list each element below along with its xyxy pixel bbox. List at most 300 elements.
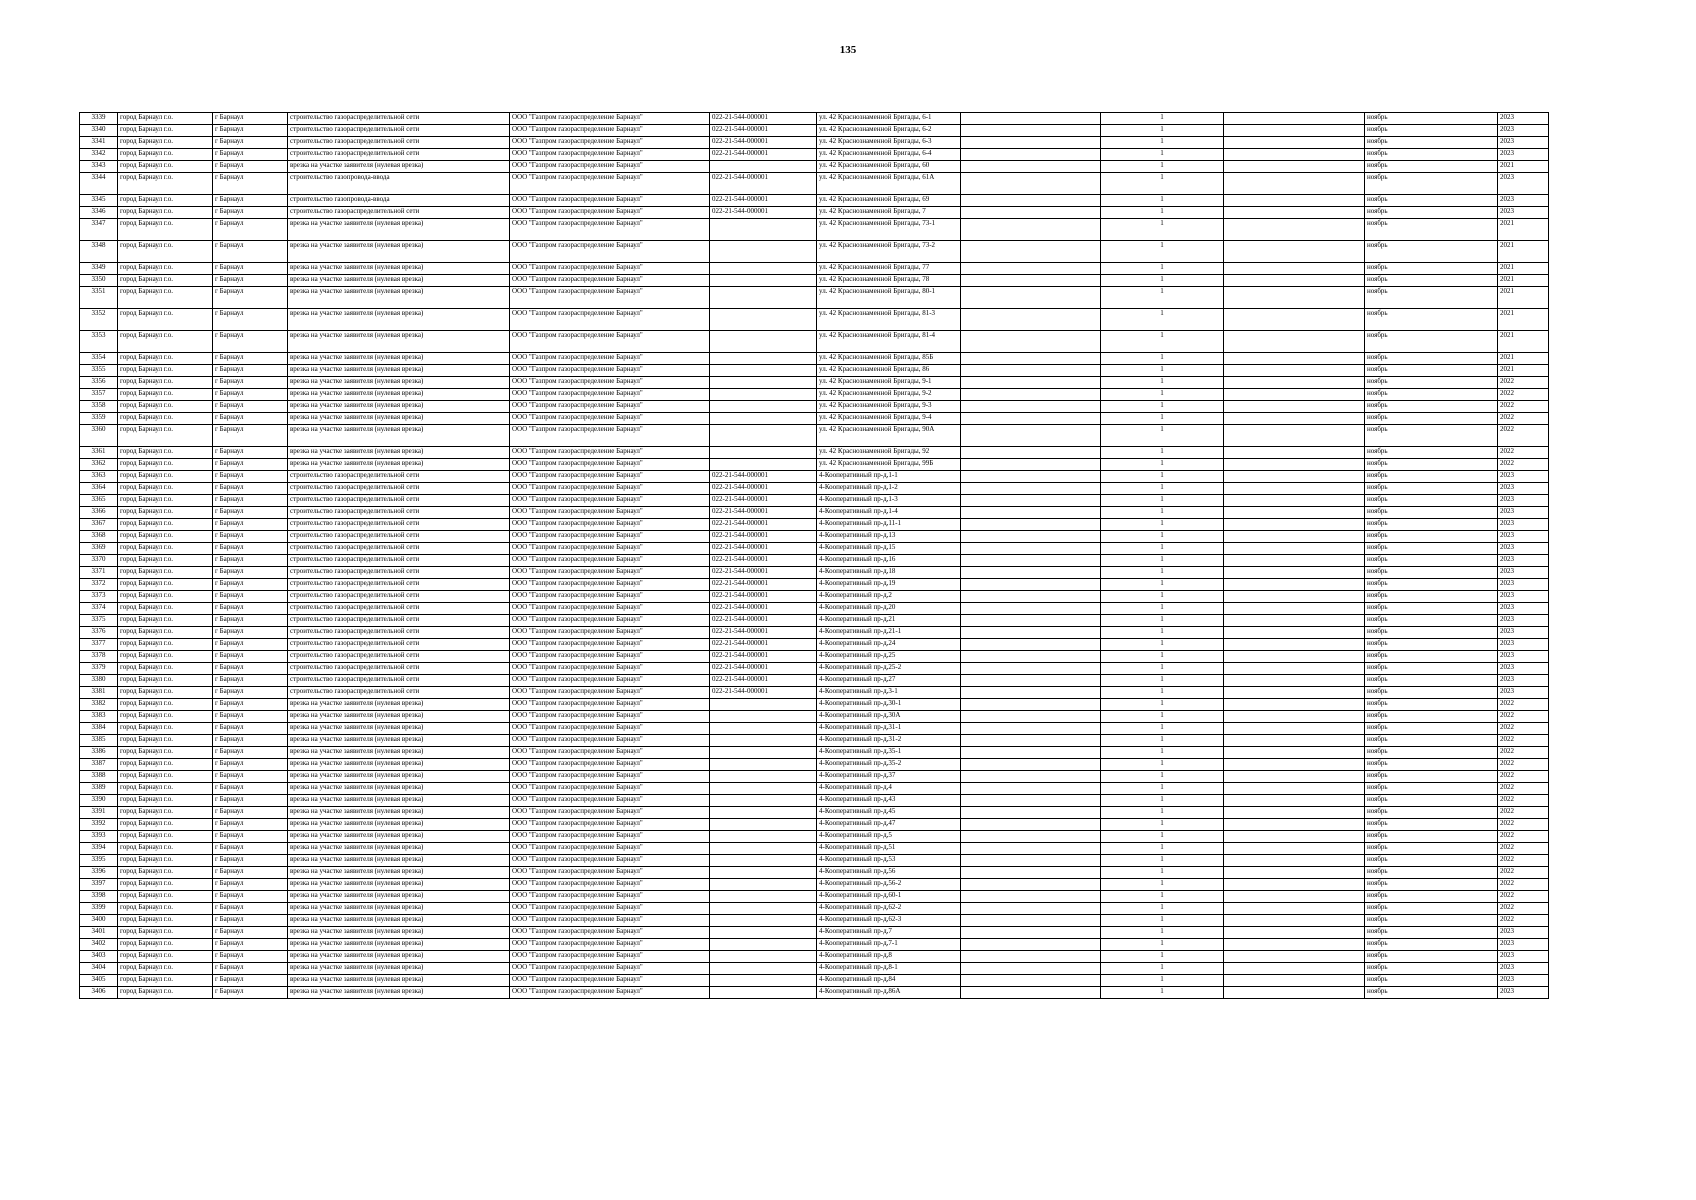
year-cell: 2022 xyxy=(1498,759,1549,771)
address-cell: ул. 42 Краснознаменной Бригады, 9-4 xyxy=(817,413,961,425)
quantity-cell: 1 xyxy=(1101,137,1224,149)
empty-cell xyxy=(961,759,1101,771)
empty-cell xyxy=(1224,891,1365,903)
address-cell: 4-Кооперативный пр-д,2 xyxy=(817,591,961,603)
empty-cell xyxy=(1224,365,1365,377)
organization-cell: ООО "Газпром газораспределение Барнаул" xyxy=(510,687,710,699)
locality-cell: г Барнаул xyxy=(213,567,288,579)
empty-cell xyxy=(961,831,1101,843)
organization-cell: ООО "Газпром газораспределение Барнаул" xyxy=(510,603,710,615)
work-type-cell: врезка на участке заявителя (нулевая врезка) xyxy=(288,855,510,867)
municipality-cell: город Барнаул г.о. xyxy=(118,735,213,747)
program-code-cell xyxy=(710,263,817,275)
quantity-cell: 1 xyxy=(1101,891,1224,903)
row-number: 3395 xyxy=(80,855,118,867)
organization-cell: ООО "Газпром газораспределение Барнаул" xyxy=(510,471,710,483)
quantity-cell: 1 xyxy=(1101,365,1224,377)
quantity-cell: 1 xyxy=(1101,675,1224,687)
municipality-cell: город Барнаул г.о. xyxy=(118,603,213,615)
locality-cell: г Барнаул xyxy=(213,807,288,819)
program-code-cell xyxy=(710,975,817,987)
municipality-cell: город Барнаул г.о. xyxy=(118,807,213,819)
work-type-cell: строительство газораспределительной сети xyxy=(288,149,510,161)
month-cell: ноябрь xyxy=(1365,735,1498,747)
table-row xyxy=(80,459,1549,471)
program-code-cell xyxy=(710,287,817,309)
row-number: 3349 xyxy=(80,263,118,275)
program-code-cell xyxy=(710,275,817,287)
locality-cell: г Барнаул xyxy=(213,939,288,951)
program-code-cell xyxy=(710,987,817,999)
locality-cell: г Барнаул xyxy=(213,699,288,711)
address-cell: 4-Кооперативный пр-д,21-1 xyxy=(817,627,961,639)
municipality-cell: город Барнаул г.о. xyxy=(118,687,213,699)
address-cell: 4-Кооперативный пр-д,15 xyxy=(817,543,961,555)
row-number: 3366 xyxy=(80,507,118,519)
empty-cell xyxy=(1224,747,1365,759)
work-type-cell: строительство газораспределительной сети xyxy=(288,615,510,627)
empty-cell xyxy=(961,263,1101,275)
empty-cell xyxy=(961,125,1101,137)
month-cell: ноябрь xyxy=(1365,687,1498,699)
empty-cell xyxy=(961,795,1101,807)
empty-cell xyxy=(961,651,1101,663)
row-number: 3351 xyxy=(80,287,118,309)
year-cell: 2023 xyxy=(1498,591,1549,603)
table-row xyxy=(80,627,1549,639)
municipality-cell: город Барнаул г.о. xyxy=(118,425,213,447)
municipality-cell: город Барнаул г.о. xyxy=(118,353,213,365)
row-number: 3357 xyxy=(80,389,118,401)
program-code-cell: 022-21-544-000001 xyxy=(710,149,817,161)
year-cell: 2023 xyxy=(1498,125,1549,137)
empty-cell xyxy=(1224,759,1365,771)
work-type-cell: врезка на участке заявителя (нулевая врезка) xyxy=(288,365,510,377)
work-type-cell: врезка на участке заявителя (нулевая врезка) xyxy=(288,161,510,173)
row-number: 3388 xyxy=(80,771,118,783)
work-type-cell: врезка на участке заявителя (нулевая врезка) xyxy=(288,975,510,987)
year-cell: 2023 xyxy=(1498,627,1549,639)
empty-cell xyxy=(961,675,1101,687)
empty-cell xyxy=(1224,735,1365,747)
row-number: 3340 xyxy=(80,125,118,137)
empty-cell xyxy=(961,699,1101,711)
empty-cell xyxy=(1224,263,1365,275)
address-cell: 4-Кооперативный пр-д,45 xyxy=(817,807,961,819)
empty-cell xyxy=(961,195,1101,207)
organization-cell: ООО "Газпром газораспределение Барнаул" xyxy=(510,867,710,879)
month-cell: ноябрь xyxy=(1365,795,1498,807)
year-cell: 2023 xyxy=(1498,939,1549,951)
table-row xyxy=(80,579,1549,591)
month-cell: ноябрь xyxy=(1365,987,1498,999)
address-cell: 4-Кооперативный пр-д,18 xyxy=(817,567,961,579)
empty-cell xyxy=(961,927,1101,939)
program-code-cell xyxy=(710,819,817,831)
month-cell: ноябрь xyxy=(1365,263,1498,275)
table-row xyxy=(80,113,1549,125)
program-code-cell: 022-21-544-000001 xyxy=(710,579,817,591)
work-type-cell: врезка на участке заявителя (нулевая врезка) xyxy=(288,867,510,879)
municipality-cell: город Барнаул г.о. xyxy=(118,855,213,867)
empty-cell xyxy=(961,519,1101,531)
empty-cell xyxy=(1224,651,1365,663)
table-row xyxy=(80,137,1549,149)
row-number: 3383 xyxy=(80,711,118,723)
address-cell: ул. 42 Краснознаменной Бригады, 90А xyxy=(817,425,961,447)
row-number: 3368 xyxy=(80,531,118,543)
empty-cell xyxy=(1224,401,1365,413)
table-row xyxy=(80,879,1549,891)
quantity-cell: 1 xyxy=(1101,843,1224,855)
quantity-cell: 1 xyxy=(1101,759,1224,771)
empty-cell xyxy=(961,891,1101,903)
month-cell: ноябрь xyxy=(1365,353,1498,365)
quantity-cell: 1 xyxy=(1101,903,1224,915)
locality-cell: г Барнаул xyxy=(213,927,288,939)
address-cell: 4-Кооперативный пр-д,1-4 xyxy=(817,507,961,519)
empty-cell xyxy=(1224,795,1365,807)
table-row xyxy=(80,987,1549,999)
empty-cell xyxy=(1224,699,1365,711)
row-number: 3392 xyxy=(80,819,118,831)
address-cell: ул. 42 Краснознаменной Бригады, 99Б xyxy=(817,459,961,471)
quantity-cell: 1 xyxy=(1101,125,1224,137)
empty-cell xyxy=(1224,951,1365,963)
locality-cell: г Барнаул xyxy=(213,413,288,425)
address-cell: ул. 42 Краснознаменной Бригады, 9-2 xyxy=(817,389,961,401)
month-cell: ноябрь xyxy=(1365,843,1498,855)
year-cell: 2022 xyxy=(1498,879,1549,891)
quantity-cell: 1 xyxy=(1101,241,1224,263)
empty-cell xyxy=(961,783,1101,795)
quantity-cell: 1 xyxy=(1101,471,1224,483)
municipality-cell: город Барнаул г.о. xyxy=(118,275,213,287)
quantity-cell: 1 xyxy=(1101,507,1224,519)
empty-cell xyxy=(961,459,1101,471)
year-cell: 2023 xyxy=(1498,603,1549,615)
address-cell: 4-Кооперативный пр-д,7-1 xyxy=(817,939,961,951)
quantity-cell: 1 xyxy=(1101,555,1224,567)
quantity-cell: 1 xyxy=(1101,459,1224,471)
month-cell: ноябрь xyxy=(1365,173,1498,195)
municipality-cell: город Барнаул г.о. xyxy=(118,377,213,389)
work-type-cell: врезка на участке заявителя (нулевая врезка) xyxy=(288,389,510,401)
table-row xyxy=(80,831,1549,843)
table-row xyxy=(80,567,1549,579)
municipality-cell: город Барнаул г.о. xyxy=(118,365,213,377)
year-cell: 2023 xyxy=(1498,173,1549,195)
municipality-cell: город Барнаул г.о. xyxy=(118,149,213,161)
locality-cell: г Барнаул xyxy=(213,173,288,195)
table-row xyxy=(80,675,1549,687)
program-code-cell xyxy=(710,425,817,447)
organization-cell: ООО "Газпром газораспределение Барнаул" xyxy=(510,663,710,675)
work-type-cell: строительство газораспределительной сети xyxy=(288,651,510,663)
address-cell: 4-Кооперативный пр-д,19 xyxy=(817,579,961,591)
locality-cell: г Барнаул xyxy=(213,219,288,241)
month-cell: ноябрь xyxy=(1365,663,1498,675)
program-code-cell xyxy=(710,807,817,819)
month-cell: ноябрь xyxy=(1365,627,1498,639)
quantity-cell: 1 xyxy=(1101,615,1224,627)
municipality-cell: город Барнаул г.о. xyxy=(118,287,213,309)
row-number: 3339 xyxy=(80,113,118,125)
month-cell: ноябрь xyxy=(1365,309,1498,331)
program-code-cell: 022-21-544-000001 xyxy=(710,687,817,699)
table-row xyxy=(80,807,1549,819)
year-cell: 2023 xyxy=(1498,207,1549,219)
table-row xyxy=(80,747,1549,759)
month-cell: ноябрь xyxy=(1365,759,1498,771)
work-type-cell: строительство газораспределительной сети xyxy=(288,663,510,675)
year-cell: 2023 xyxy=(1498,687,1549,699)
locality-cell: г Барнаул xyxy=(213,401,288,413)
locality-cell: г Барнаул xyxy=(213,447,288,459)
municipality-cell: город Барнаул г.о. xyxy=(118,639,213,651)
program-code-cell xyxy=(710,855,817,867)
year-cell: 2023 xyxy=(1498,567,1549,579)
empty-cell xyxy=(1224,219,1365,241)
month-cell: ноябрь xyxy=(1365,807,1498,819)
empty-cell xyxy=(1224,413,1365,425)
empty-cell xyxy=(961,603,1101,615)
row-number: 3374 xyxy=(80,603,118,615)
empty-cell xyxy=(961,275,1101,287)
row-number: 3343 xyxy=(80,161,118,173)
municipality-cell: город Барнаул г.о. xyxy=(118,843,213,855)
year-cell: 2022 xyxy=(1498,843,1549,855)
locality-cell: г Барнаул xyxy=(213,531,288,543)
locality-cell: г Барнаул xyxy=(213,263,288,275)
table-row xyxy=(80,519,1549,531)
row-number: 3399 xyxy=(80,903,118,915)
empty-cell xyxy=(1224,377,1365,389)
year-cell: 2022 xyxy=(1498,699,1549,711)
empty-cell xyxy=(1224,819,1365,831)
month-cell: ноябрь xyxy=(1365,915,1498,927)
month-cell: ноябрь xyxy=(1365,555,1498,567)
empty-cell xyxy=(961,401,1101,413)
address-cell: ул. 42 Краснознаменной Бригады, 6-3 xyxy=(817,137,961,149)
program-code-cell: 022-21-544-000001 xyxy=(710,675,817,687)
municipality-cell: город Барнаул г.о. xyxy=(118,759,213,771)
quantity-cell: 1 xyxy=(1101,425,1224,447)
organization-cell: ООО "Газпром газораспределение Барнаул" xyxy=(510,963,710,975)
month-cell: ноябрь xyxy=(1365,531,1498,543)
empty-cell xyxy=(1224,579,1365,591)
empty-cell xyxy=(961,287,1101,309)
quantity-cell: 1 xyxy=(1101,963,1224,975)
work-type-cell: строительство газораспределительной сети xyxy=(288,639,510,651)
program-code-cell: 022-21-544-000001 xyxy=(710,591,817,603)
empty-cell xyxy=(961,867,1101,879)
year-cell: 2022 xyxy=(1498,783,1549,795)
program-code-cell xyxy=(710,891,817,903)
year-cell: 2021 xyxy=(1498,275,1549,287)
month-cell: ноябрь xyxy=(1365,207,1498,219)
work-type-cell: врезка на участке заявителя (нулевая врезка) xyxy=(288,759,510,771)
quantity-cell: 1 xyxy=(1101,927,1224,939)
address-cell: ул. 42 Краснознаменной Бригады, 77 xyxy=(817,263,961,275)
empty-cell xyxy=(1224,663,1365,675)
locality-cell: г Барнаул xyxy=(213,543,288,555)
work-type-cell: врезка на участке заявителя (нулевая врезка) xyxy=(288,447,510,459)
program-code-cell xyxy=(710,241,817,263)
locality-cell: г Барнаул xyxy=(213,275,288,287)
address-cell: 4-Кооперативный пр-д,4 xyxy=(817,783,961,795)
table-row xyxy=(80,413,1549,425)
municipality-cell: город Барнаул г.о. xyxy=(118,831,213,843)
address-cell: 4-Кооперативный пр-д,31-2 xyxy=(817,735,961,747)
work-type-cell: строительство газораспределительной сети xyxy=(288,555,510,567)
organization-cell: ООО "Газпром газораспределение Барнаул" xyxy=(510,699,710,711)
address-cell: 4-Кооперативный пр-д,16 xyxy=(817,555,961,567)
month-cell: ноябрь xyxy=(1365,161,1498,173)
table-row xyxy=(80,287,1549,309)
empty-cell xyxy=(1224,783,1365,795)
month-cell: ноябрь xyxy=(1365,519,1498,531)
program-code-cell xyxy=(710,389,817,401)
year-cell: 2022 xyxy=(1498,377,1549,389)
organization-cell: ООО "Газпром газораспределение Барнаул" xyxy=(510,651,710,663)
program-code-cell: 022-21-544-000001 xyxy=(710,555,817,567)
municipality-cell: город Барнаул г.о. xyxy=(118,675,213,687)
register-table xyxy=(79,112,1549,999)
work-type-cell: врезка на участке заявителя (нулевая врезка) xyxy=(288,903,510,915)
quantity-cell: 1 xyxy=(1101,771,1224,783)
month-cell: ноябрь xyxy=(1365,579,1498,591)
address-cell: 4-Кооперативный пр-д,31-1 xyxy=(817,723,961,735)
locality-cell: г Барнаул xyxy=(213,377,288,389)
address-cell: ул. 42 Краснознаменной Бригады, 6-4 xyxy=(817,149,961,161)
program-code-cell: 022-21-544-000001 xyxy=(710,471,817,483)
empty-cell xyxy=(961,879,1101,891)
empty-cell xyxy=(961,219,1101,241)
table-row xyxy=(80,471,1549,483)
year-cell: 2022 xyxy=(1498,819,1549,831)
empty-cell xyxy=(1224,591,1365,603)
table-row xyxy=(80,365,1549,377)
municipality-cell: город Барнаул г.о. xyxy=(118,903,213,915)
year-cell: 2022 xyxy=(1498,747,1549,759)
municipality-cell: город Барнаул г.о. xyxy=(118,241,213,263)
program-code-cell xyxy=(710,831,817,843)
locality-cell: г Барнаул xyxy=(213,615,288,627)
table-row xyxy=(80,125,1549,137)
organization-cell: ООО "Газпром газораспределение Барнаул" xyxy=(510,207,710,219)
empty-cell xyxy=(1224,195,1365,207)
program-code-cell: 022-21-544-000001 xyxy=(710,603,817,615)
row-number: 3355 xyxy=(80,365,118,377)
row-number: 3369 xyxy=(80,543,118,555)
locality-cell: г Барнаул xyxy=(213,651,288,663)
locality-cell: г Барнаул xyxy=(213,483,288,495)
table-row xyxy=(80,331,1549,353)
program-code-cell: 022-21-544-000001 xyxy=(710,207,817,219)
year-cell: 2022 xyxy=(1498,459,1549,471)
month-cell: ноябрь xyxy=(1365,939,1498,951)
organization-cell: ООО "Газпром газораспределение Барнаул" xyxy=(510,263,710,275)
municipality-cell: город Барнаул г.о. xyxy=(118,747,213,759)
row-number: 3361 xyxy=(80,447,118,459)
month-cell: ноябрь xyxy=(1365,903,1498,915)
empty-cell xyxy=(961,309,1101,331)
row-number: 3364 xyxy=(80,483,118,495)
quantity-cell: 1 xyxy=(1101,735,1224,747)
organization-cell: ООО "Газпром газораспределение Барнаул" xyxy=(510,219,710,241)
empty-cell xyxy=(961,975,1101,987)
work-type-cell: врезка на участке заявителя (нулевая врезка) xyxy=(288,783,510,795)
address-cell: ул. 42 Краснознаменной Бригады, 9-1 xyxy=(817,377,961,389)
row-number: 3341 xyxy=(80,137,118,149)
empty-cell xyxy=(1224,149,1365,161)
empty-cell xyxy=(1224,771,1365,783)
work-type-cell: строительство газораспределительной сети xyxy=(288,627,510,639)
work-type-cell: врезка на участке заявителя (нулевая врезка) xyxy=(288,377,510,389)
month-cell: ноябрь xyxy=(1365,951,1498,963)
address-cell: 4-Кооперативный пр-д,5 xyxy=(817,831,961,843)
program-code-cell xyxy=(710,377,817,389)
work-type-cell: врезка на участке заявителя (нулевая врезка) xyxy=(288,263,510,275)
year-cell: 2021 xyxy=(1498,365,1549,377)
empty-cell xyxy=(1224,389,1365,401)
address-cell: 4-Кооперативный пр-д,53 xyxy=(817,855,961,867)
row-number: 3401 xyxy=(80,927,118,939)
row-number: 3347 xyxy=(80,219,118,241)
municipality-cell: город Барнаул г.о. xyxy=(118,579,213,591)
organization-cell: ООО "Газпром газораспределение Барнаул" xyxy=(510,309,710,331)
organization-cell: ООО "Газпром газораспределение Барнаул" xyxy=(510,771,710,783)
organization-cell: ООО "Газпром газораспределение Барнаул" xyxy=(510,795,710,807)
empty-cell xyxy=(961,447,1101,459)
table-row xyxy=(80,591,1549,603)
row-number: 3398 xyxy=(80,891,118,903)
locality-cell: г Барнаул xyxy=(213,627,288,639)
quantity-cell: 1 xyxy=(1101,401,1224,413)
work-type-cell: строительство газораспределительной сети xyxy=(288,567,510,579)
work-type-cell: врезка на участке заявителя (нулевая врезка) xyxy=(288,987,510,999)
month-cell: ноябрь xyxy=(1365,219,1498,241)
row-number: 3384 xyxy=(80,723,118,735)
work-type-cell: строительство газопровода-ввода xyxy=(288,195,510,207)
work-type-cell: врезка на участке заявителя (нулевая врезка) xyxy=(288,401,510,413)
empty-cell xyxy=(961,353,1101,365)
empty-cell xyxy=(1224,603,1365,615)
empty-cell xyxy=(961,639,1101,651)
month-cell: ноябрь xyxy=(1365,447,1498,459)
locality-cell: г Барнаул xyxy=(213,149,288,161)
quantity-cell: 1 xyxy=(1101,987,1224,999)
municipality-cell: город Барнаул г.о. xyxy=(118,771,213,783)
locality-cell: г Барнаул xyxy=(213,603,288,615)
work-type-cell: строительство газораспределительной сети xyxy=(288,579,510,591)
year-cell: 2022 xyxy=(1498,903,1549,915)
quantity-cell: 1 xyxy=(1101,975,1224,987)
month-cell: ноябрь xyxy=(1365,783,1498,795)
table-row xyxy=(80,735,1549,747)
work-type-cell: строительство газораспределительной сети xyxy=(288,591,510,603)
table-row xyxy=(80,615,1549,627)
empty-cell xyxy=(961,241,1101,263)
empty-cell xyxy=(961,507,1101,519)
address-cell: 4-Кооперативный пр-д,62-2 xyxy=(817,903,961,915)
program-code-cell xyxy=(710,353,817,365)
year-cell: 2022 xyxy=(1498,447,1549,459)
month-cell: ноябрь xyxy=(1365,879,1498,891)
month-cell: ноябрь xyxy=(1365,615,1498,627)
empty-cell xyxy=(1224,855,1365,867)
